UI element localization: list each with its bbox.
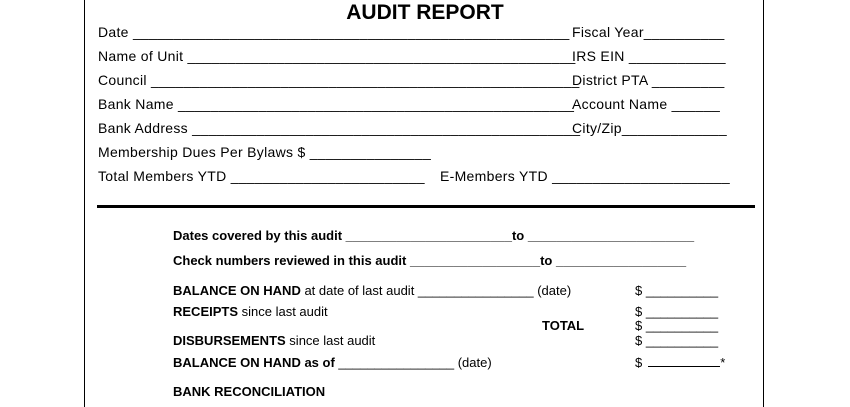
section-divider — [97, 205, 755, 208]
asterisk-mark: * — [720, 355, 726, 370]
name-of-unit-field[interactable]: Name of Unit ________________________________________________ — [98, 48, 576, 64]
irs-ein-field[interactable]: IRS EIN ____________ — [572, 48, 726, 64]
date-field[interactable]: Date ______________________________________________________ — [98, 24, 570, 40]
amount-receipts[interactable]: $ __________ — [635, 304, 719, 319]
city-zip-field[interactable]: City/Zip_____________ — [572, 120, 727, 136]
balance-as-of-row[interactable] — [173, 355, 492, 370]
balance-last-audit-row[interactable] — [173, 283, 571, 298]
dates-covered-field[interactable]: Dates covered by this audit _______________________to _______________________ — [173, 228, 695, 243]
balance-as-of-text: ________________ (date) — [334, 355, 492, 370]
amount-balance-last-audit[interactable]: $ __________ — [635, 283, 719, 298]
check-numbers-field[interactable]: Check numbers reviewed in this audit __________________to __________________ — [173, 253, 687, 268]
receipts-label: RECEIPTS — [173, 304, 239, 319]
amount-disbursements[interactable]: $ __________ — [635, 333, 719, 348]
disbursements-row — [173, 333, 375, 348]
balance-last-audit-text: at date of last audit ________________ (date) — [300, 283, 572, 298]
balance-final-underline — [648, 356, 720, 367]
bank-reconciliation-heading: BANK RECONCILIATION — [173, 384, 326, 399]
bank-address-field[interactable]: Bank Address ________________________________________________ — [98, 120, 581, 136]
bank-name-field[interactable]: Bank Name _________________________________________________ — [98, 96, 575, 112]
disbursements-label: DISBURSEMENTS — [173, 333, 286, 348]
disbursements-text: since last audit — [285, 333, 376, 348]
e-members-ytd-field[interactable]: E-Members YTD ______________________ — [440, 168, 730, 184]
district-pta-field[interactable]: District PTA _________ — [572, 72, 725, 88]
balance-as-of-label: BALANCE ON HAND as of — [173, 355, 335, 370]
dollar-sign: $ — [635, 355, 643, 370]
balance-on-hand-label: BALANCE ON HAND — [173, 283, 301, 298]
right-border — [763, 0, 764, 407]
membership-dues-field[interactable]: Membership Dues Per Bylaws $ _______________ — [98, 144, 432, 160]
total-members-ytd-field[interactable]: Total Members YTD ________________________ — [98, 168, 425, 184]
account-name-field[interactable]: Account Name ______ — [572, 96, 721, 112]
amount-balance-as-of[interactable] — [635, 355, 725, 370]
left-border — [84, 0, 85, 407]
receipts-row — [173, 304, 328, 319]
amount-total[interactable]: $ __________ — [635, 318, 719, 333]
fiscal-year-field[interactable]: Fiscal Year__________ — [572, 24, 725, 40]
form-title: AUDIT REPORT — [346, 1, 504, 24]
total-label: TOTAL — [542, 318, 585, 333]
council-field[interactable]: Council _____________________________________________________ — [98, 72, 580, 88]
receipts-text: since last audit — [238, 304, 328, 319]
